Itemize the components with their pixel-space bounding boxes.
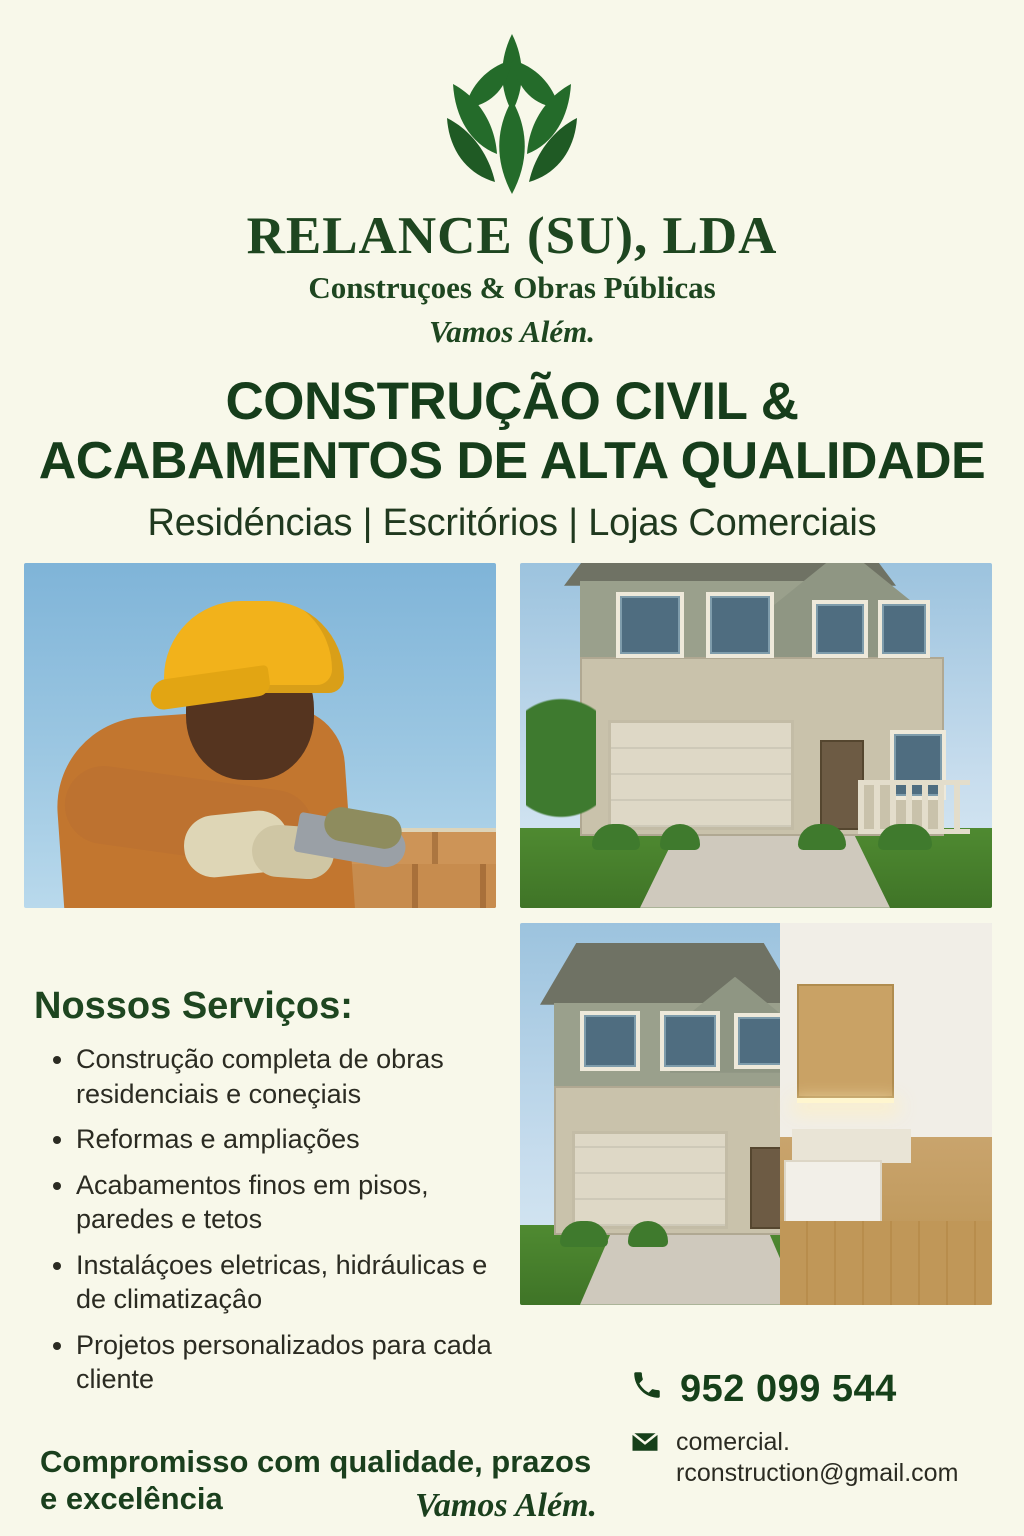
services-title: Nossos Serviços:	[34, 985, 353, 1027]
company-slogan: Vamos Além.	[429, 314, 595, 350]
brand-block	[0, 208, 1024, 350]
contact-block	[630, 1368, 1010, 1504]
commitment-text: Compromisso com qualidade, prazos e excelência	[40, 1444, 592, 1517]
list-item: • Reformas e ampliações	[76, 1122, 504, 1157]
headline-line-2: ACABAMENTOS DE ALTA QUALIDADE	[38, 431, 986, 490]
leaf-plant-icon	[417, 26, 607, 206]
headline-line-1: CONSTRUÇÃO CIVIL &	[225, 372, 799, 432]
list-item: • Acabamentos finos em pisos, paredes e tetos	[76, 1168, 504, 1237]
services-list	[34, 1042, 504, 1397]
company-name: RELANCE (SU), LDA	[246, 207, 778, 265]
headline-block	[0, 372, 1024, 545]
email-address: comercial. rconstruction@gmail.com	[676, 1428, 959, 1487]
envelope-icon	[630, 1427, 660, 1462]
list-item: • Construção completa de obras residenciais e coneçiais	[76, 1042, 504, 1111]
footer-slogan: Vamos Além.	[415, 1487, 597, 1524]
headline-subtitle: Residéncias | Escritórios | Lojas Comerciais	[147, 501, 877, 544]
contact-email-row[interactable]	[630, 1427, 1010, 1488]
phone-number: 952 099 544	[680, 1368, 897, 1410]
logo-container	[0, 0, 1024, 206]
contact-phone-row[interactable]	[630, 1368, 1010, 1411]
mason-laying-bricks-photo	[24, 563, 496, 908]
services-section	[34, 985, 504, 1408]
two-story-house-exterior-photo	[520, 563, 992, 908]
list-item: • Instaláçoes eletricas, hidráulicas e de climatizaçâo	[76, 1248, 504, 1317]
list-item: • Projetos personalizados para cada cliente	[76, 1328, 504, 1397]
house-exterior-and-kitchen-interior-photo	[520, 923, 992, 1305]
company-subtitle: Construçoes & Obras Públicas	[308, 270, 716, 306]
phone-icon	[630, 1368, 664, 1407]
